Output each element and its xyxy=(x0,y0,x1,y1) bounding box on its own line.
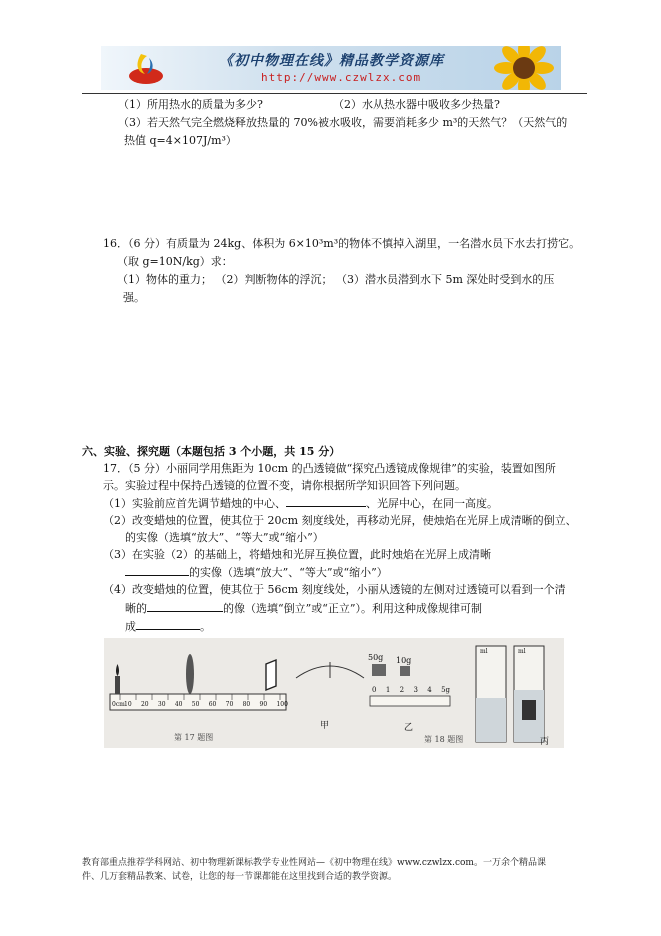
sunflower-icon xyxy=(489,46,559,90)
header-banner xyxy=(101,46,561,90)
rider-scale-numbers xyxy=(372,686,450,694)
ruler-tick: 90 xyxy=(259,701,268,708)
q17-s3-text: 的实像（选填“放大”、“等大”或“缩小”） xyxy=(189,566,388,579)
q16-line2: （取 g=10N/kg）求： xyxy=(117,255,233,268)
label-bing: 丙 xyxy=(540,737,550,747)
q17-s3-line2 xyxy=(125,564,388,581)
page-footer xyxy=(82,856,587,884)
q17-intro-line1: 17．（5 分）小丽同学用焦距为 10cm 的凸透镜做“探究凸透镜成像规律”的实验，装置如图所 xyxy=(103,462,556,475)
ruler-tick: 100 xyxy=(276,701,288,708)
q17-s4-line3 xyxy=(125,618,211,635)
label-yi: 乙 xyxy=(404,723,414,733)
q16-line4: 强。 xyxy=(123,291,145,304)
q17-s4-text-d: 。 xyxy=(200,620,211,633)
scale-number: 1 xyxy=(385,686,391,694)
q17-s2-line2: 的实像（选填“放大”、“等大”或“缩小”） xyxy=(125,531,324,544)
q17-s4-answer-blank-1 xyxy=(147,600,223,612)
footer-line2: 件、几万套精品教案、试卷，让您的每一节课都能在这里找到合适的教学资源。 xyxy=(82,872,398,882)
q17-s1-text-b: 、光屏中心，在同一高度。 xyxy=(366,497,498,510)
q17-s4-line2 xyxy=(125,600,482,617)
ruler-tick: 40 xyxy=(174,701,183,708)
ruler-zero-label: 0cm xyxy=(112,701,125,708)
label-jia: 甲 xyxy=(320,721,330,731)
q16-line3: （1）物体的重力； （2）判断物体的浮沉； （3）潜水员潜到水下 5m 深处时受到水的压 xyxy=(117,273,555,286)
footer-line1: 教育部重点推荐学科网站、初中物理新课标教学专业性网站—《初中物理在线》www.czwlzx.com。一万余个精品课 xyxy=(82,858,546,868)
banner-title: 《初中物理在线》精品教学资源库 xyxy=(219,53,444,69)
ruler-tick: 80 xyxy=(242,701,251,708)
q15-sub3-line2: 热值 q=4×107J/m³） xyxy=(124,134,237,147)
weight-50g-label: 50g xyxy=(368,653,384,662)
scale-number: 4 xyxy=(427,686,432,694)
q17-s2-line1: （2）改变蜡烛的位置，使其位于 20cm 刻度线处，再移动光屏，使烛焰在光屏上成清晰的倒立、 xyxy=(103,514,577,527)
ruler-tick: 30 xyxy=(157,701,166,708)
q16-line1: 16．（6 分）有质量为 24kg、体积为 6×10³m³的物体不慎掉入湖里，一名潜水员下水去打捞它。 xyxy=(103,237,581,250)
cylinder-b-unit: ml xyxy=(518,648,526,655)
q15-sub2: （2）水从热水器中吸收多少热量? xyxy=(333,98,500,111)
q17-s4-line1: （4）改变蜡烛的位置，使其位于 56cm 刻度线处，小丽从透镜的左侧对过透镜可以看到一个清 xyxy=(103,583,566,596)
ruler-tick: 50 xyxy=(191,701,200,708)
fig18-caption: 第 18 题图 xyxy=(424,735,464,744)
cylinder-a-unit: ml xyxy=(480,648,488,655)
site-logo-icon xyxy=(127,50,165,86)
q17-s4-text-a: 晰的 xyxy=(125,602,147,615)
q17-s4-text-c: 成 xyxy=(125,620,136,633)
fig17-caption: 第 17 题图 xyxy=(174,733,214,742)
ruler-ticks xyxy=(124,701,288,708)
figure-drawing xyxy=(104,638,564,748)
ruler-tick: 10 xyxy=(124,701,132,708)
q17-s4-text-b: 的像（选填“倒立”或“正立”）。利用这种成像规律可制 xyxy=(223,602,482,615)
ruler-tick: 60 xyxy=(208,701,217,708)
banner-url: http://www.czwlzx.com xyxy=(261,71,422,84)
q15-sub1: （1）所用热水的质量为多少? xyxy=(118,98,263,111)
ruler-tick: 20 xyxy=(140,701,149,708)
section6-heading: 六、实验、探究题（本题包括 3 个小题，共 15 分） xyxy=(82,445,341,458)
q17-s1-text-a: （1）实验前应首先调节蜡烛的中心、 xyxy=(103,497,286,510)
scale-number: 0 xyxy=(372,686,377,694)
weight-10g-label: 10g xyxy=(396,656,412,665)
ruler-tick: 70 xyxy=(225,701,234,708)
q17-intro-line2: 示。实验过程中保持凸透镜的位置不变，请你根据所学知识回答下列问题。 xyxy=(103,479,466,492)
scale-number: 3 xyxy=(413,686,418,694)
scale-number: 5g xyxy=(441,686,450,694)
q17-s4-answer-blank-2 xyxy=(136,618,200,630)
q17-s3-answer-blank xyxy=(125,564,189,576)
q15-sub3-line1: （3）若天然气完全燃烧释放热量的 70%被水吸收，需要消耗多少 m³的天然气？（天然气的 xyxy=(118,116,568,129)
q17-s1-answer-blank xyxy=(286,495,366,507)
scale-number: 2 xyxy=(399,686,405,694)
experiment-figure xyxy=(104,638,564,748)
header-divider xyxy=(82,93,587,94)
q17-s1 xyxy=(103,495,498,512)
q17-s3-line1: （3）在实验（2）的基础上，将蜡烛和光屏互换位置，此时烛焰在光屏上成清晰 xyxy=(103,548,491,561)
